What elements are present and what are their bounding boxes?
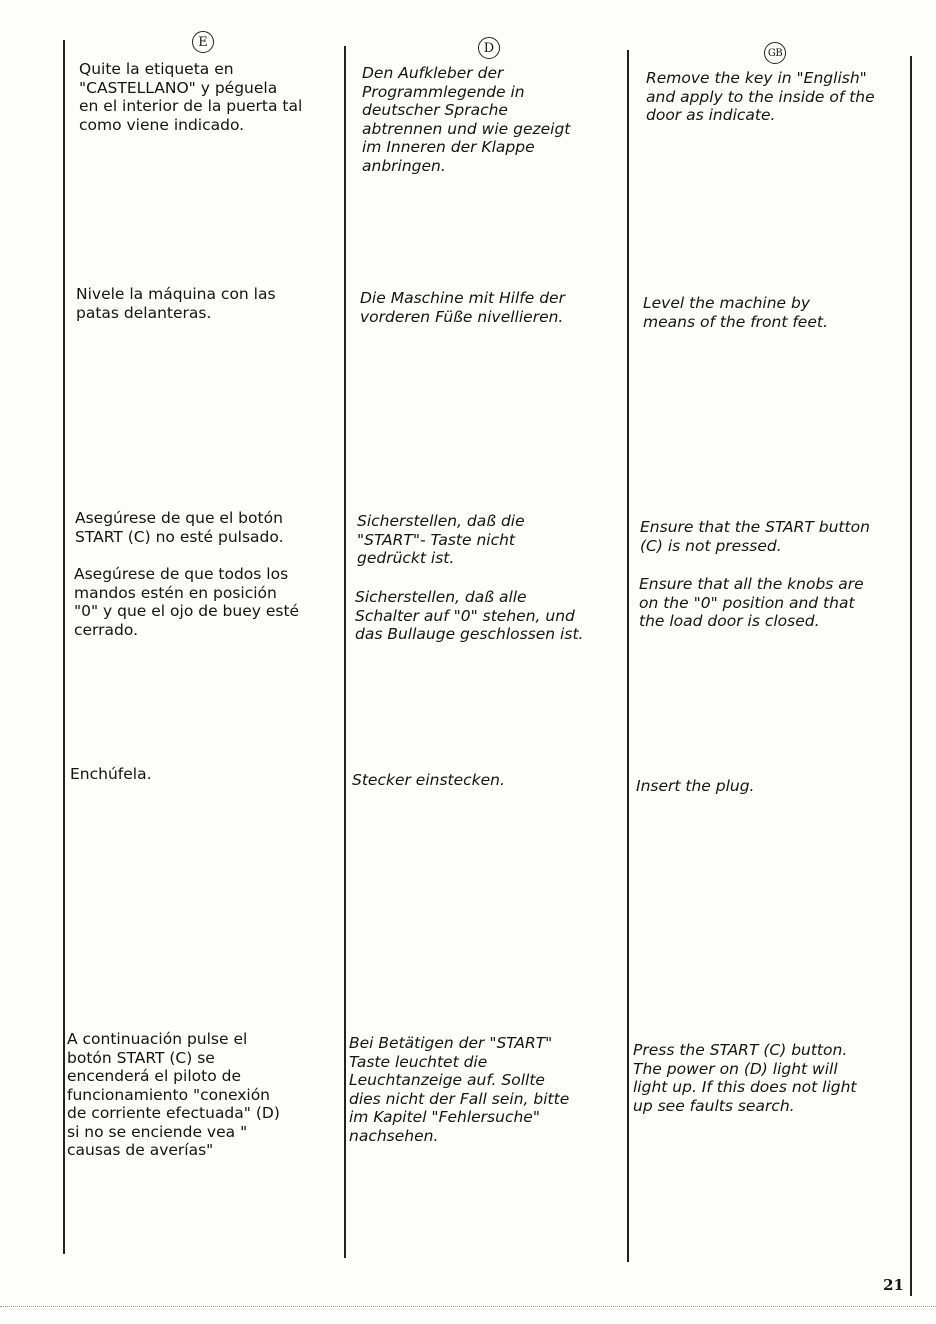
language-badge-d: D: [478, 37, 500, 59]
gb-instruction-label: Remove the key in "English" and apply to the inside of the door as indicate.: [646, 69, 875, 124]
es-instruction-power: A continuación pulse el botón START (C) se encenderá el piloto de funcionamiento "conexión de corriente efectuada" (D) si no se enciende vea " causas de averías": [67, 1030, 280, 1159]
de-instruction-level: Die Maschine mit Hilfe der vorderen Füße nivellieren.: [360, 289, 565, 326]
de-instruction-label: Den Aufkleber der Programmlegende in deutscher Sprache abtrennen und wie gezeigt im Inneren der Klappe anbringen.: [362, 64, 571, 175]
de-instruction-plug: Stecker einstecken.: [352, 771, 505, 789]
gb-instruction-plug: Insert the plug.: [636, 777, 755, 795]
language-badge-gb: GB: [764, 42, 786, 64]
gb-instruction-start: Ensure that the START button (C) is not pressed.: [640, 518, 870, 555]
es-instruction-knobs: Asegúrese de que todos los mandos estén en posición "0" y que el ojo de buey esté cerrado.: [74, 565, 300, 639]
de-instruction-knobs: Sicherstellen, daß alle Schalter auf "0" stehen, und das Bullauge geschlossen ist.: [355, 588, 584, 643]
column-divider-right: [910, 56, 912, 1296]
bottom-scan-edge: [0, 1306, 936, 1308]
de-instruction-start: Sicherstellen, daß die "START"- Taste nicht gedrückt ist.: [357, 512, 525, 567]
gb-instruction-power: Press the START (C) button. The power on (D) light will light up. If this does not light up see faults search.: [633, 1041, 857, 1115]
gb-instruction-level: Level the machine by means of the front feet.: [643, 294, 828, 331]
es-instruction-plug: Enchúfela.: [70, 765, 152, 783]
es-instruction-label: Quite la etiqueta en "CASTELLANO" y péguela en el interior de la puerta tal como viene indicado.: [79, 60, 303, 134]
column-divider-center-right: [627, 50, 629, 1262]
gb-instruction-knobs: Ensure that all the knobs are on the "0" position and that the load door is closed.: [639, 575, 864, 630]
es-instruction-start: Asegúrese de que el botón START (C) no esté pulsado.: [75, 509, 284, 546]
es-instruction-level: Nivele la máquina con las patas delanteras.: [76, 285, 276, 322]
de-instruction-power: Bei Betätigen der "START" Taste leuchtet die Leuchtanzeige auf. Sollte dies nicht der Fall sein, bitte im Kapitel "Fehlersuche" nachsehen.: [349, 1034, 570, 1145]
language-badge-e: E: [192, 31, 214, 53]
page-number: 21: [883, 1276, 904, 1294]
column-divider-left: [63, 40, 65, 1254]
column-divider-center-left: [344, 46, 346, 1258]
